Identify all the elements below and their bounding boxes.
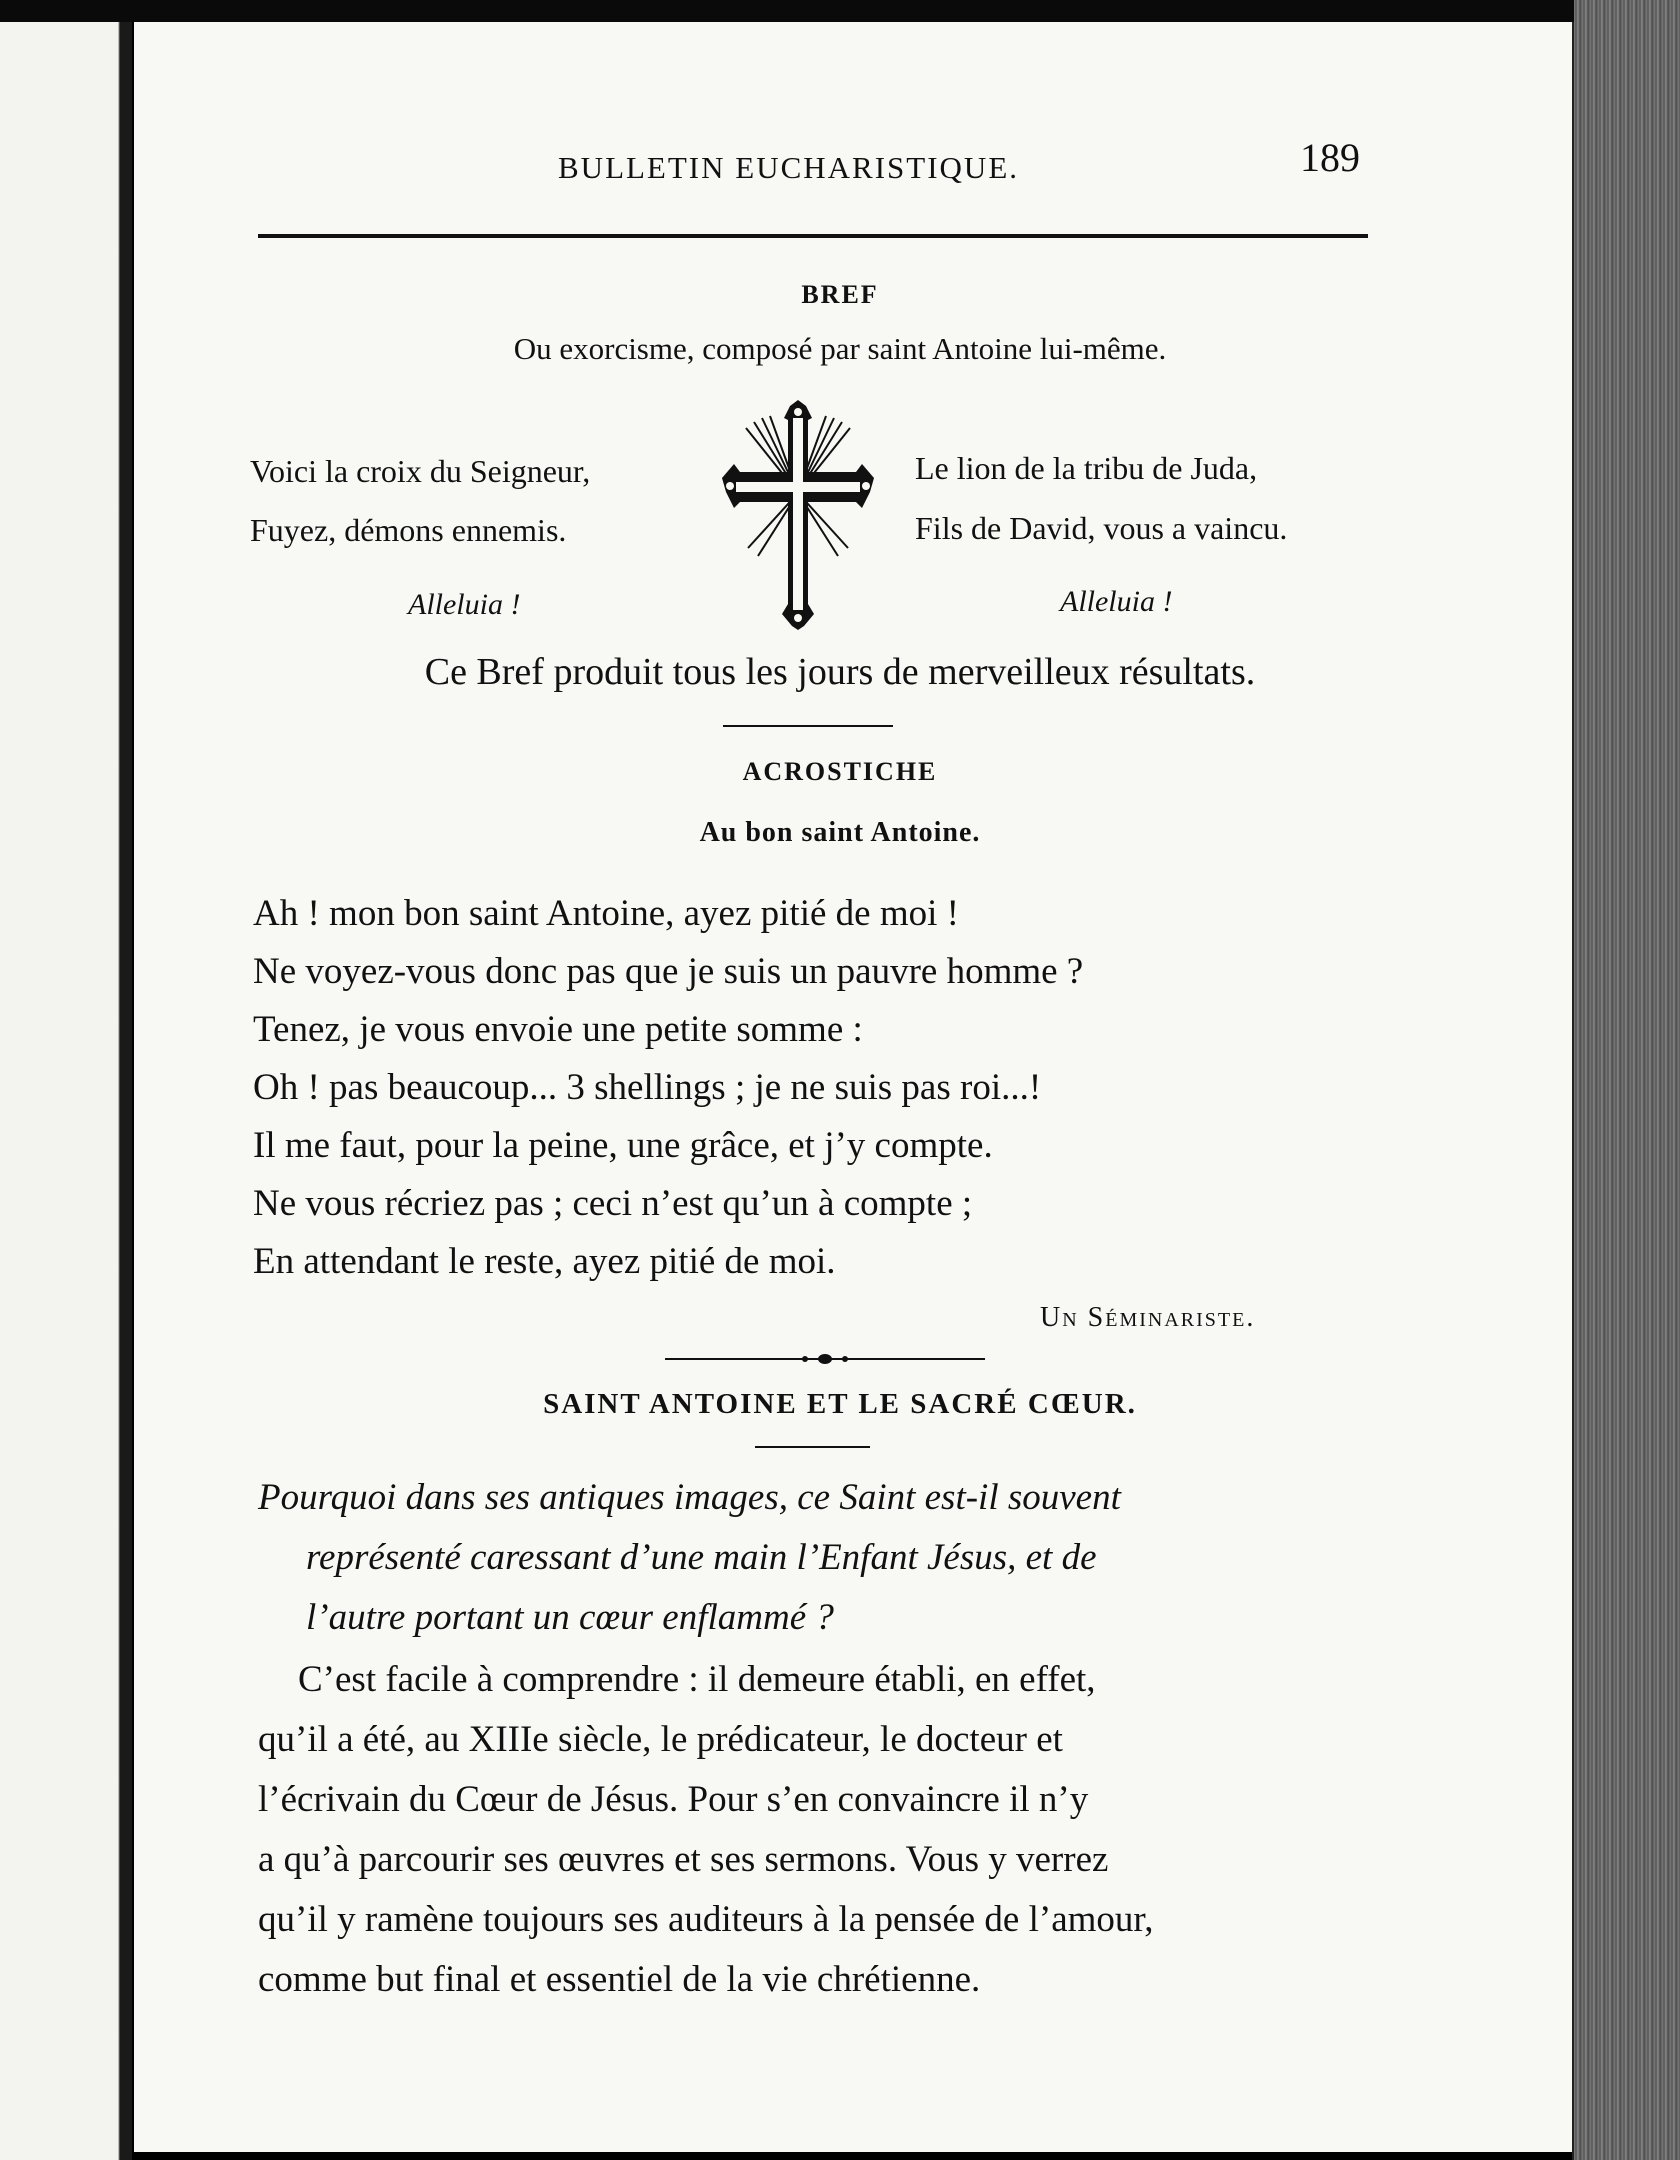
bref-title: BREF	[801, 280, 879, 309]
poem-signature: Un Séminariste.	[1040, 1302, 1256, 1333]
header-rule	[258, 234, 1368, 238]
body-line: C’est facile à comprendre : il demeure établi, en effet,	[298, 1659, 1096, 1700]
body-line: qu’il a été, au XIIIe siècle, le prédicateur, le docteur et	[258, 1719, 1063, 1760]
body-line: l’écrivain du Cœur de Jésus. Pour s’en convaincre il n’y	[258, 1779, 1089, 1820]
bref-right-line-1: Le lion de la tribu de Juda,	[915, 450, 1258, 486]
section-rule	[723, 725, 893, 727]
poem-line: Ne voyez-vous donc pas que je suis un pauvre homme ?	[253, 951, 1084, 992]
book-page-edges	[1574, 0, 1680, 2160]
scan-border-top	[0, 0, 1680, 22]
question-line: l’autre portant un cœur enflammé ?	[306, 1597, 834, 1638]
poem-line: En attendant le reste, ayez pitié de moi.	[253, 1241, 836, 1282]
article-body	[258, 1650, 1378, 2010]
bref-right-line-2: Fils de David, vous a vaincu.	[915, 510, 1288, 546]
article-title: SAINT ANTOINE ET LE SACRÉ CŒUR.	[543, 1388, 1137, 1420]
poem-line: Ne vous récriez pas ; ceci n’est qu’un à compte ;	[253, 1183, 973, 1224]
ornament-divider	[665, 1352, 985, 1366]
article-rule	[755, 1446, 870, 1448]
bref-left-line-2: Fuyez, démons ennemis.	[250, 512, 567, 548]
poem-line: Ah ! mon bon saint Antoine, ayez pitié de moi !	[253, 893, 959, 934]
alleluia-right: Alleluia !	[1060, 585, 1173, 618]
acrostiche-subtitle: Au bon saint Antoine.	[699, 817, 981, 848]
running-head: BULLETIN EUCHARISTIQUE.	[558, 150, 1020, 185]
body-line: a qu’à parcourir ses œuvres et ses sermons. Vous y verrez	[258, 1839, 1109, 1880]
poem-line: Tenez, je vous envoie une petite somme :	[253, 1009, 863, 1050]
alleluia-left: Alleluia !	[408, 588, 521, 621]
bref-left-line-1: Voici la croix du Seigneur,	[250, 453, 591, 489]
acrostiche-poem	[253, 885, 1083, 1291]
cross-icon	[718, 398, 878, 630]
bref-result-line: Ce Bref produit tous les jours de merveilleux résultats.	[424, 651, 1256, 693]
question-line: Pourquoi dans ses antiques images, ce Saint est-il souvent	[258, 1477, 1121, 1518]
acrostiche-title: ACROSTICHE	[742, 757, 938, 786]
bref-subtitle: Ou exorcisme, composé par saint Antoine lui-même.	[513, 331, 1167, 366]
poem-line: Il me faut, pour la peine, une grâce, et j’y compte.	[253, 1125, 993, 1166]
article-question	[258, 1468, 1378, 1648]
body-line: qu’il y ramène toujours ses auditeurs à la pensée de l’amour,	[258, 1899, 1154, 1940]
poem-line: Oh ! pas beaucoup... 3 shellings ; je ne suis pas roi...!	[253, 1067, 1042, 1108]
body-line: comme but final et essentiel de la vie chrétienne.	[258, 1959, 981, 2000]
page-number: 189	[1300, 135, 1360, 180]
question-line: représenté caressant d’une main l’Enfant Jésus, et de	[306, 1537, 1097, 1578]
